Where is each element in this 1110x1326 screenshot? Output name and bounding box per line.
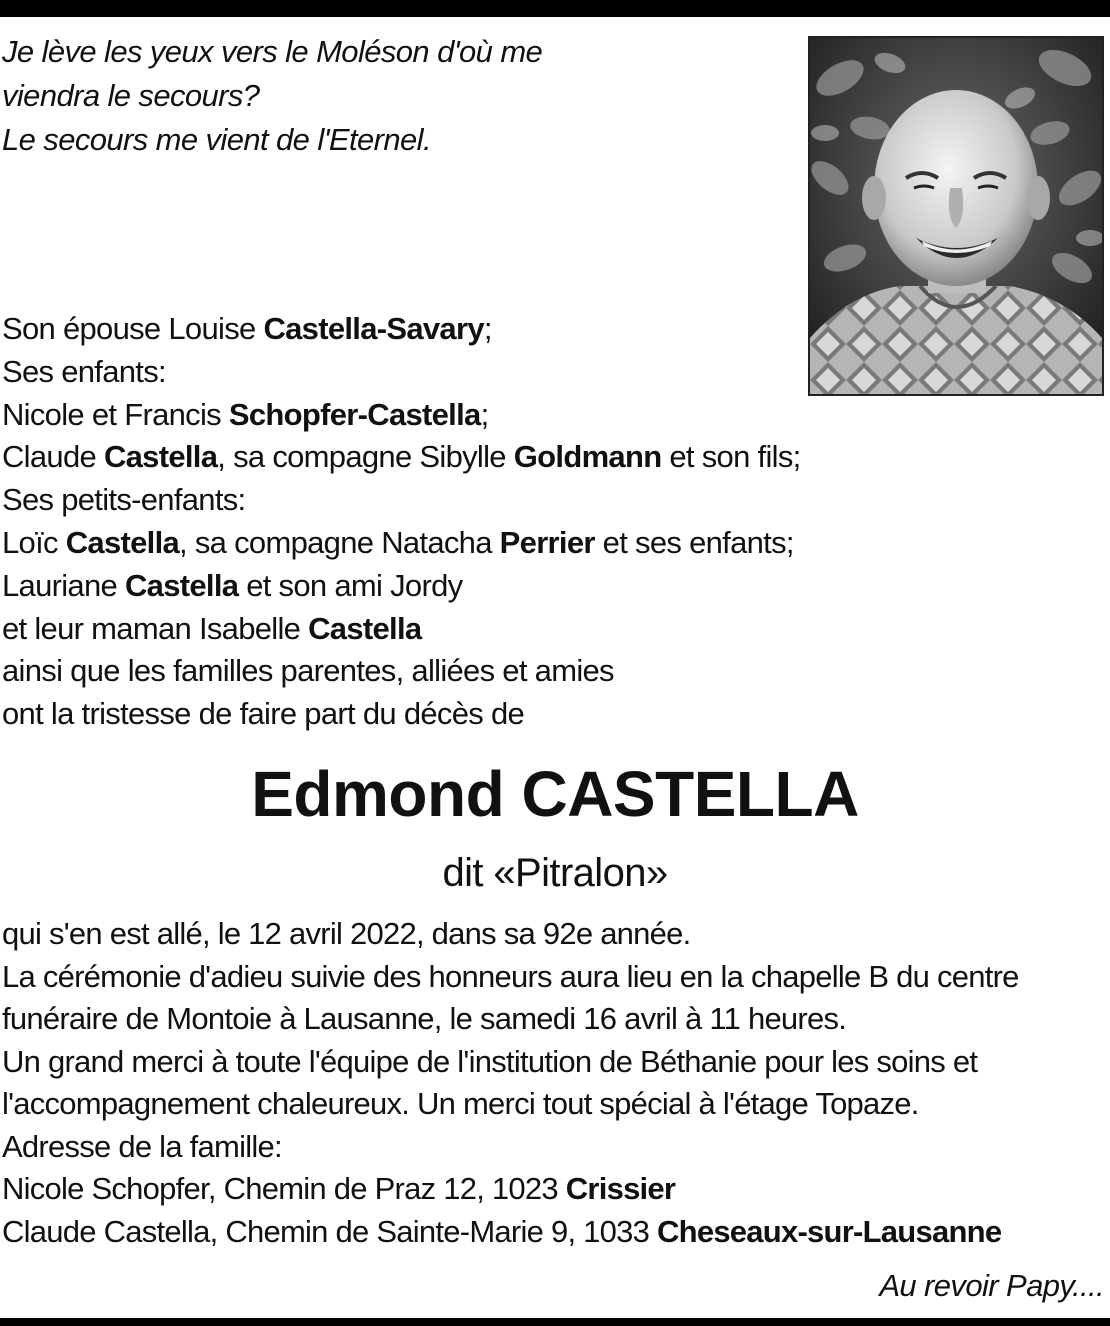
text-span: et leur maman Isabelle [2, 610, 309, 646]
text-span: , sa compagne Natacha [179, 524, 500, 560]
address-line [2, 1168, 1110, 1211]
text-span: et ses enfants; [594, 524, 794, 560]
family-line: ont la tristesse de faire part du décès de [2, 696, 525, 732]
text-span: ; [480, 396, 489, 432]
family-line [2, 565, 1102, 608]
verse-line: Je lève les yeux vers le Moléson d'où me [2, 34, 543, 69]
text-span: , sa compagne Sibylle [217, 439, 514, 475]
family-line [2, 608, 1102, 651]
farewell-line: Au revoir Papy.... [879, 1268, 1104, 1303]
family-line [2, 308, 1102, 351]
text-span: Nicole Schopfer, Chemin de Praz 12, 1023 [2, 1171, 566, 1206]
text-span: et son ami Jordy [238, 567, 463, 603]
surname: Goldmann [513, 439, 662, 475]
surname: Castella [124, 567, 239, 603]
body-line: l'accompagnement chaleureux. Un merci tout spécial à l'étage Topaze. [2, 1086, 919, 1121]
family-list [2, 308, 1102, 736]
verse-line: Le secours me vient de l'Eternel. [2, 122, 431, 157]
family-line: Ses petits-enfants: [2, 482, 246, 518]
deceased-nickname: dit «Pitralon» [442, 851, 668, 895]
surname: Perrier [499, 524, 595, 560]
text-span: ; [483, 311, 492, 346]
surname: Castella [103, 439, 218, 475]
surname: Castella-Savary [263, 311, 484, 346]
text-span: Loïc [2, 524, 66, 560]
text-span: Lauriane [2, 567, 125, 603]
surname: Schopfer-Castella [228, 396, 481, 432]
body-line: La cérémonie d'adieu suivie des honneurs aura lieu en la chapelle B du centre [2, 958, 1019, 994]
family-line [2, 394, 1102, 437]
body-line: Un grand merci à toute l'équipe de l'institution de Béthanie pour les soins et [2, 1043, 978, 1079]
family-line: Ses enfants: [2, 353, 166, 389]
text-span: Son épouse Louise [2, 311, 264, 346]
top-rule [0, 0, 1110, 17]
family-line [2, 522, 1102, 565]
family-line [2, 436, 1102, 479]
text-span: Claude [2, 439, 104, 475]
surname: Castella [65, 524, 180, 560]
town: Cheseaux-sur-Lausanne [657, 1213, 1002, 1249]
body-line: Adresse de la famille: [2, 1128, 282, 1164]
deceased-name: Edmond CASTELLA [251, 758, 859, 830]
town: Crissier [565, 1171, 676, 1206]
text-span: et son fils; [661, 439, 801, 475]
text-span: Nicole et Francis [2, 396, 229, 432]
family-line: ainsi que les familles parentes, alliées et amies [2, 653, 614, 689]
verse-line: viendra le secours? [2, 78, 260, 113]
bottom-rule [0, 1318, 1110, 1326]
body-line: qui s'en est allé, le 12 avril 2022, dans sa 92e année. [2, 916, 691, 951]
address-line [2, 1211, 1110, 1254]
body-line: funéraire de Montoie à Lausanne, le samedi 16 avril à 11 heures. [2, 1001, 847, 1036]
opening-verse [2, 30, 762, 162]
text-span: Claude Castella, Chemin de Sainte-Marie 9, 1033 [2, 1213, 657, 1249]
surname: Castella [308, 610, 422, 646]
announcement-body [2, 913, 1110, 1253]
